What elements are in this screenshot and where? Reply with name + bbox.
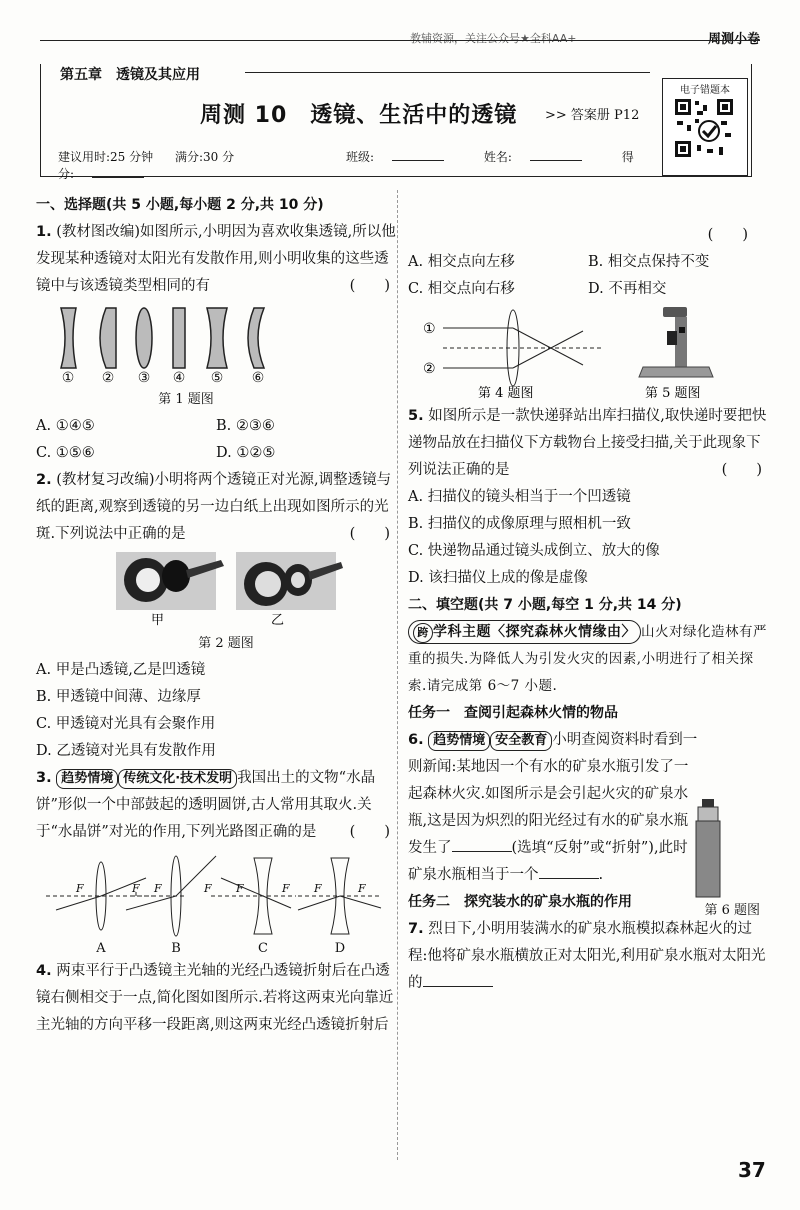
diagram-b-focus-right: F xyxy=(204,882,212,895)
q1-option-c[interactable]: C. ①⑤⑥ xyxy=(36,445,95,461)
q4-answer-paren[interactable]: ( ) xyxy=(707,227,748,243)
q4-number: 4. xyxy=(36,963,52,979)
task-2-heading: 任务二 探究装水的矿泉水瓶的作用 xyxy=(408,894,632,910)
question-7 xyxy=(408,916,768,997)
lens-3-icon xyxy=(136,308,152,368)
q1-number: 1. xyxy=(36,224,52,240)
page-number: 37 xyxy=(738,1158,766,1182)
q3-number: 3. xyxy=(36,770,52,786)
q5-text: 如图所示是一款快递驿站出库扫描仪,取快递时要把快递物品放在扫描仪下方载物台上接受扫描,关于此现象下列说法正确的是 xyxy=(408,408,767,478)
q7-blank-1[interactable] xyxy=(423,986,493,987)
question-4-start xyxy=(36,958,396,1039)
diagram-a-label: A xyxy=(96,941,106,956)
q6-text-2: (选填“反射”或“折射”),此时矿泉水瓶相当于一个 xyxy=(408,840,688,883)
q5-option-c[interactable]: C. 快递物品通过镜头成倒立、放大的像 xyxy=(408,543,660,559)
q1-lens-figure xyxy=(36,302,336,384)
score-label: 得分: xyxy=(58,150,634,181)
lens-label-1: ① xyxy=(61,370,75,384)
q1-option-b[interactable]: B. ②③⑥ xyxy=(216,418,275,434)
q7-number: 7. xyxy=(408,921,424,937)
qr-label: 电子错题本 xyxy=(680,85,730,96)
cross-subject-icon: 跨 xyxy=(413,623,433,643)
q2-label-yi: 乙 xyxy=(271,613,285,628)
page-title: 周测 10 透镜、生活中的透镜 xyxy=(200,103,518,128)
lens-label-3: ③ xyxy=(137,370,151,384)
diagram-d-focus-left: F xyxy=(314,882,322,895)
q4-option-d[interactable]: D. 不再相交 xyxy=(588,281,667,297)
question-2 xyxy=(36,467,396,765)
q1-caption: 第 1 题图 xyxy=(158,392,214,407)
q6-number: 6. xyxy=(408,732,424,748)
q3-text: 我国出土的文物“水晶饼”形似一个中部鼓起的透明圆饼,古人常用其取火.关于“水晶饼”对光的作用,下列光路图正确的是 xyxy=(36,770,376,840)
ray-label-1: ① xyxy=(423,321,436,337)
subject-tag-label: 学科主题 xyxy=(433,624,491,640)
subject-title: 探究森林火情缘由 xyxy=(505,624,622,640)
diagram-c-focus-right: F xyxy=(282,882,290,895)
left-column xyxy=(36,192,396,1039)
lens-label-6: ⑥ xyxy=(251,370,265,384)
suggested-time: 建议用时:25 分钟 xyxy=(58,150,154,164)
lens-label-4: ④ xyxy=(172,370,186,384)
q6-safety-tag: 安全教育 xyxy=(490,731,552,751)
q3-answer-paren[interactable]: ( ) xyxy=(349,824,390,840)
qr-box[interactable] xyxy=(662,78,748,176)
q2-option-a[interactable]: A. 甲是凸透镜,乙是凹透镜 xyxy=(36,662,206,678)
header-tag: 周测小卷 xyxy=(707,32,760,47)
q5-option-d[interactable]: D. 该扫描仪上成的像是虚像 xyxy=(408,570,588,586)
section-2-heading: 二、填空题(共 7 小题,每空 1 分,共 14 分) xyxy=(408,597,682,613)
q3-trend-tag: 趋势情境 xyxy=(56,769,118,789)
q4-convex-lens-figure xyxy=(413,303,613,403)
name-label: 姓名: xyxy=(483,150,512,164)
q5-option-b[interactable]: B. 扫描仪的成像原理与照相机一致 xyxy=(408,516,631,532)
lens-label-2: ② xyxy=(101,370,115,384)
subject-intro: 山火对绿化造林有严重的损失.为降低人为引发火灾的因素,小明进行了相关探索.请完成第 6～7 小题. xyxy=(408,624,767,694)
qr-code-icon xyxy=(673,97,735,159)
column-divider xyxy=(397,190,398,1160)
question-1 xyxy=(36,219,396,467)
q2-caption: 第 2 题图 xyxy=(198,636,254,651)
q2-label-jia: 甲 xyxy=(151,613,165,628)
subject-theme-badge: 跨 学科主题〈探究森林火情缘由〉 xyxy=(408,620,641,644)
header-rule xyxy=(40,40,760,41)
q1-options xyxy=(36,413,396,440)
lens-6-icon xyxy=(248,308,264,368)
q5-scanner-figure xyxy=(623,303,733,403)
q7-text: 烈日下,小明用装满水的矿泉水瓶模拟森林起火的过程:他将矿泉水瓶横放正对太阳光,利用矿泉水瓶对太阳光的 xyxy=(408,921,766,991)
question-3 xyxy=(36,765,396,956)
q2-option-b[interactable]: B. 甲透镜中间薄、边缘厚 xyxy=(36,689,201,705)
chapter-rule xyxy=(245,72,650,73)
lens-1-icon xyxy=(61,308,76,368)
q1-text: (教材图改编)如图所示,小明因为喜欢收集透镜,所以他发现某种透镜对太阳光有发散作用,则小明收集的这些透镜中与该透镜类型相同的有 xyxy=(36,224,396,294)
scanner-icon xyxy=(667,331,677,345)
task-1-heading: 任务一 查阅引起森林火情的物品 xyxy=(408,705,618,721)
diagram-c-focus-left: F xyxy=(236,882,244,895)
q2-text: (教材复习改编)小明将两个透镜正对光源,调整透镜与纸的距离,观察到透镜的另一边白纸上出现如图所示的光斑.下列说法中正确的是 xyxy=(36,472,392,542)
diagram-d-focus-right: F xyxy=(358,882,366,895)
q4-options xyxy=(408,249,768,276)
q4-text: 两束平行于凸透镜主光轴的光经凸透镜折射后在凸透镜右侧相交于一点,简化图如图所示.若将这两束光向靠近主光轴的方向平移一段距离,则这两束光经凸透镜折射后 xyxy=(36,963,394,1033)
q3-culture-tag: 传统文化·技术发明 xyxy=(118,769,237,789)
diagram-d-label: D xyxy=(334,941,346,956)
q5-answer-paren[interactable]: ( ) xyxy=(721,462,762,478)
q6-blank-2[interactable] xyxy=(539,878,599,879)
lens-2-icon xyxy=(100,308,116,368)
q6-caption: 第 6 题图 xyxy=(704,903,760,918)
chapter-title: 第五章 透镜及其应用 xyxy=(60,67,200,83)
subject-theme xyxy=(408,619,768,700)
q2-option-c[interactable]: C. 甲透镜对光具有会聚作用 xyxy=(36,716,216,732)
lens-4-icon xyxy=(173,308,185,368)
q4-option-a[interactable]: A. 相交点向左移 xyxy=(408,254,515,270)
q4-q5-figures xyxy=(408,303,738,403)
diagram-a-focus-right: F xyxy=(132,882,140,895)
question-5 xyxy=(408,403,768,592)
q1-option-d[interactable]: D. ①②⑤ xyxy=(216,445,276,461)
q1-answer-paren[interactable]: ( ) xyxy=(349,278,390,294)
lens-5-icon xyxy=(207,308,227,368)
q3-ray-diagrams xyxy=(36,848,386,956)
q6-text-1: 小明查阅资料时看到一则新闻:某地因一个有水的矿泉水瓶引发了一起森林火灾.如图所示是会引起火灾的矿泉水瓶,这是因为炽烈的阳光经过有水的矿泉水瓶发生了 xyxy=(408,732,698,856)
class-field[interactable] xyxy=(392,160,444,161)
q6-trend-tag: 趋势情境 xyxy=(428,731,490,751)
diagram-b-focus-left: F xyxy=(154,882,162,895)
diagram-c-label: C xyxy=(258,941,268,956)
q5-number: 5. xyxy=(408,408,424,424)
diagram-b-label: B xyxy=(171,941,181,956)
right-column xyxy=(408,222,768,997)
q4-caption: 第 4 题图 xyxy=(478,386,534,401)
diagram-a-focus-left: F xyxy=(76,882,84,895)
q5-caption: 第 5 题图 xyxy=(645,386,701,401)
lens-label-5: ⑤ xyxy=(210,370,224,384)
score-field[interactable] xyxy=(92,177,144,178)
q6-text-3: . xyxy=(598,867,604,883)
q2-spot-figure xyxy=(36,550,366,628)
info-row xyxy=(58,148,658,182)
q4-option-b[interactable]: B. 相交点保持不变 xyxy=(588,254,710,270)
class-label: 班级: xyxy=(345,150,374,164)
header-watermark: 教辅资源，关注公众号★全科AA+ xyxy=(410,32,577,45)
full-score: 满分:30 分 xyxy=(174,150,235,164)
q2-option-d[interactable]: D. 乙透镜对光具有发散作用 xyxy=(36,743,216,759)
name-field[interactable] xyxy=(530,160,582,161)
q2-number: 2. xyxy=(36,472,52,488)
answer-reference: >> 答案册 P12 xyxy=(545,108,640,123)
ray-label-2: ② xyxy=(423,361,436,377)
section-1-heading: 一、选择题(共 5 小题,每小题 2 分,共 10 分) xyxy=(36,197,324,213)
q5-option-a[interactable]: A. 扫描仪的镜头相当于一个凹透镜 xyxy=(408,489,631,505)
q2-answer-paren[interactable]: ( ) xyxy=(349,526,390,542)
q6-blank-1[interactable] xyxy=(452,851,512,852)
q4-option-c[interactable]: C. 相交点向右移 xyxy=(408,281,515,297)
q1-option-a[interactable]: A. ①④⑤ xyxy=(36,418,95,434)
bottle-icon xyxy=(688,799,728,899)
